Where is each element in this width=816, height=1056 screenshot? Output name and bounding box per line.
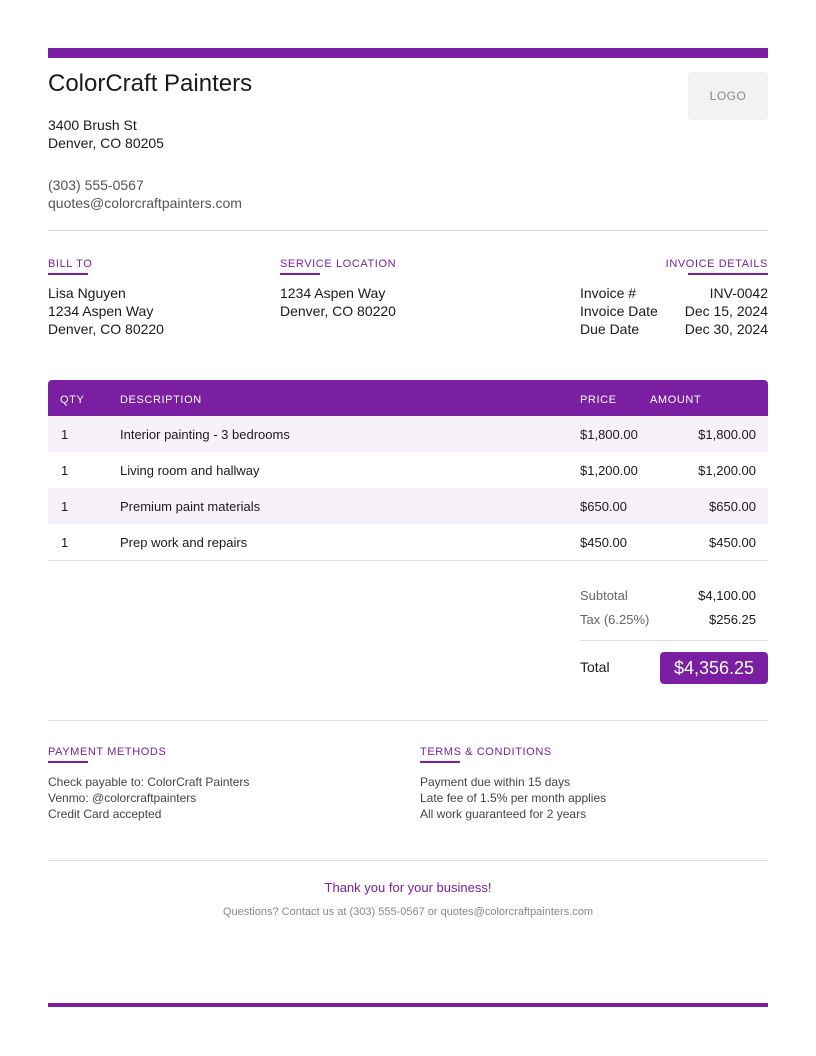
table-row	[48, 488, 768, 524]
bill-to-address-line2: Denver, CO 80220	[48, 321, 164, 337]
invoice-details-label: INVOICE DETAILS	[665, 258, 768, 270]
payment-line: Venmo: @colorcraftpainters	[48, 791, 197, 805]
row-qty: 1	[61, 427, 69, 442]
company-phone: (303) 555-0567	[48, 177, 144, 193]
thanks-divider	[48, 860, 768, 861]
row-amount: $1,200.00	[698, 463, 756, 478]
invoice-details-heading	[660, 258, 768, 275]
subtotal-label: Subtotal	[580, 588, 628, 603]
payment-methods-heading	[48, 746, 166, 763]
total-value-badge	[660, 652, 768, 684]
service-location-label: SERVICE LOCATION	[280, 258, 397, 270]
subtotal-value: $4,100.00	[698, 588, 756, 603]
qty-header: QTY	[60, 394, 85, 406]
row-description: Premium paint materials	[120, 499, 261, 514]
company-address-line1: 3400 Brush St	[48, 117, 137, 133]
bill-to-label: BILL TO	[48, 258, 93, 270]
terms-line: Late fee of 1.5% per month applies	[420, 791, 607, 805]
table-bottom-divider	[48, 560, 768, 561]
logo-text: LOGO	[709, 89, 747, 103]
header-divider	[48, 230, 768, 231]
terms-heading	[420, 746, 552, 763]
row-price: $1,200.00	[580, 463, 638, 478]
due-date-label: Due Date	[580, 321, 640, 337]
thank-you-message: Thank you for your business!	[324, 880, 492, 895]
bill-to-address-line1: 1234 Aspen Way	[48, 303, 154, 319]
invoice-date-label: Invoice Date	[580, 303, 658, 319]
contact-line: Questions? Contact us at (303) 555-0567 or quotes@colorcraftpainters.com	[222, 906, 594, 918]
company-email: quotes@colorcraftpainters.com	[48, 195, 242, 211]
service-location-heading	[280, 258, 396, 275]
terms-label: TERMS & CONDITIONS	[420, 746, 552, 758]
row-amount: $1,800.00	[698, 427, 756, 442]
footer-top-divider	[48, 720, 768, 721]
company-name: ColorCraft Painters	[48, 70, 253, 97]
payment-line: Credit Card accepted	[48, 807, 162, 821]
row-price: $1,800.00	[580, 427, 638, 442]
logo-placeholder	[688, 72, 768, 120]
tax-label: Tax (6.25%)	[580, 612, 650, 627]
due-date-value: Dec 30, 2024	[684, 321, 768, 337]
total-value: $4,356.25	[673, 657, 755, 678]
totals-divider	[580, 640, 768, 641]
items-table-header	[48, 380, 768, 416]
company-address-line2: Denver, CO 80205	[48, 135, 164, 151]
tax-value: $256.25	[709, 612, 756, 627]
bill-to-name: Lisa Nguyen	[48, 285, 126, 301]
price-header: PRICE	[580, 394, 617, 406]
row-amount: $650.00	[709, 499, 756, 514]
invoice-number-value: INV-0042	[709, 285, 768, 301]
row-qty: 1	[61, 499, 69, 514]
table-row	[48, 452, 768, 488]
bottom-accent-bar	[48, 1003, 768, 1007]
row-qty: 1	[61, 463, 69, 478]
row-description: Interior painting - 3 bedrooms	[120, 427, 290, 442]
invoice-number-label: Invoice #	[580, 285, 637, 301]
table-row	[48, 524, 768, 560]
service-address-line2: Denver, CO 80220	[280, 303, 396, 319]
terms-line: Payment due within 15 days	[420, 775, 571, 789]
row-price: $650.00	[580, 499, 627, 514]
invoice-date-value: Dec 15, 2024	[684, 303, 768, 319]
bill-to-heading	[48, 258, 92, 275]
row-description: Living room and hallway	[120, 463, 260, 478]
row-amount: $450.00	[709, 535, 756, 550]
top-accent-bar	[48, 48, 768, 58]
payment-methods-label: PAYMENT METHODS	[48, 746, 167, 758]
service-address-line1: 1234 Aspen Way	[280, 285, 386, 301]
description-header: DESCRIPTION	[120, 394, 202, 406]
terms-line: All work guaranteed for 2 years	[420, 807, 587, 821]
row-price: $450.00	[580, 535, 627, 550]
payment-line: Check payable to: ColorCraft Painters	[48, 775, 250, 789]
amount-header: AMOUNT	[650, 394, 702, 406]
row-description: Prep work and repairs	[120, 535, 248, 550]
total-label: Total	[580, 659, 610, 675]
row-qty: 1	[61, 535, 69, 550]
table-row	[48, 416, 768, 452]
